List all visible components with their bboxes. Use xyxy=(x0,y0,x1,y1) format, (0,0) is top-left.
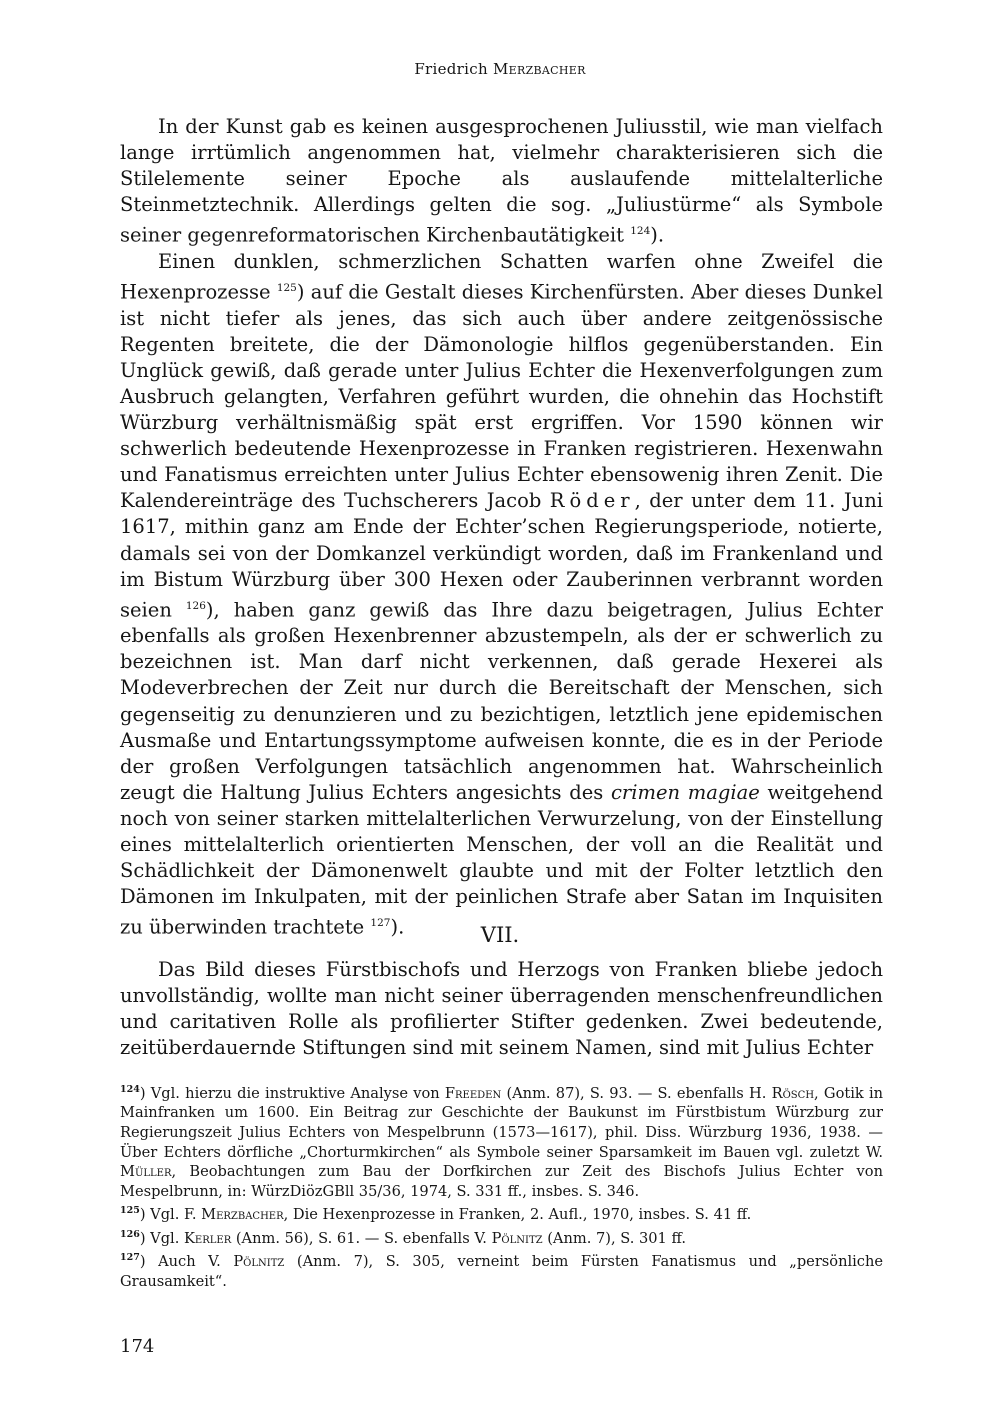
latin-term: crimen magiae xyxy=(611,780,760,804)
paragraph-1-end: ). xyxy=(650,223,665,247)
footnote-text: ) Vgl. F. xyxy=(139,1206,197,1224)
author-name: Merzbacher xyxy=(201,1206,284,1224)
footnote-text: ) Vgl. xyxy=(139,1229,180,1247)
paragraph-2 xyxy=(120,249,883,941)
footnote-text: , Gotik in Mainfranken um 1600. Ein Beitrag zur Geschichte der Baukunst im Fürstbistum Würzburg zur Regierungszeit Julius Echters von Mespelbrunn (1573—1617), phil. Diss. Würzburg 1936, 1938. — Über Echters dörfliche „Chorturmkirchen“ als Symbole seiner Sparsamkeit im Bauen vgl. zuletzt W. xyxy=(120,1084,884,1161)
footnote-124 xyxy=(120,1080,883,1201)
paragraph-2-text-d: ), haben ganz gewiß das Ihre dazu beigetragen, Julius Echter ebenfalls als großen Hexenbrenner abzustempeln, als der er schwerlich zu bezeichnen ist. Man darf nicht verkennen, daß gerade Hexerei als Modeverbrechen der Zeit nur durch die Bereitschaft der Menschen, sich gegenseitig zu denunzieren und zu bezichtigen, letztlich jene epidemischen Ausmaße und Entartungssymptome aufweisen konnte, die es in der Periode der großen Verfolgungen tatsächlich angenommen hat. Wahrscheinlich zeugt die Haltung Julius Echters angesichts des xyxy=(120,598,883,804)
section-heading: VII. xyxy=(480,923,520,947)
paragraph-2-text-b: ) auf die Gestalt dieses Kirchenfürsten. Aber dieses Dunkel ist nicht tiefer als jenes, das sich auch über andere zeitgenössische Regenten breitete, die der Dämonologie hilflos gegenüberstanden. Ein Unglück gewiß, daß gerade unter Julius Echter die Hexenverfolgungen zum Ausbruch gelangten, Verfahren geführt wurden, die ohnehin das Hochstift Würzburg verhältnismäßig spät erst ergriffen. Vor 1590 können wir schwerlich bedeutende Hexenprozesse in Franken registrieren. Hexenwahn und Fanatismus erreichten unter Julius Echter ebensowenig ihren Zenit. Die Kalendereinträge des Tuchscherers Jacob xyxy=(120,280,884,513)
footnote-number: 125 xyxy=(120,1205,140,1217)
author-name: Kerler xyxy=(184,1229,232,1247)
footnote-number: 127 xyxy=(120,1252,140,1264)
author-name: Rösch xyxy=(771,1084,815,1102)
footnote-text: (Anm. 87), S. 93. — S. ebenfalls H. xyxy=(506,1084,767,1102)
section-text xyxy=(120,957,883,1061)
paragraph-2-text-e: weitgehend noch von seiner starken mittelalterlichen Verwurzelung, von der Einstellung eines mittelalterlich orientierten Menschen, der voll an die Realität und Schädlichkeit der Dämonenwelt glaubte und mit der Folter letztlich den Dämonen im Inkulpaten, mit der peinlichen Strafe aber Satan im Inquisiten zu überwinden trachtete xyxy=(120,780,883,939)
paragraph-2-text-a: Einen dunklen, schmerzlichen Schatten warfen ohne Zweifel die Hexenprozesse xyxy=(120,249,883,304)
author-name: Pölnitz xyxy=(233,1253,285,1271)
footnote-text: (Anm. 7), S. 301 ff. xyxy=(547,1229,686,1247)
author-name: Pölnitz xyxy=(491,1229,543,1247)
main-text xyxy=(120,114,883,941)
paragraph-1 xyxy=(120,114,883,249)
footnote-text: , Die Hexenprozesse in Franken, 2. Aufl., 1970, insbes. S. 41 ff. xyxy=(283,1206,752,1224)
footnote-ref-127[interactable]: 127 xyxy=(370,917,391,930)
header-author-first: Friedrich xyxy=(414,60,488,78)
footnote-text: , Beobachtungen zum Bau der Dorfkirchen zur Zeit des Bischofs Julius Echter von Mespelbrunn, in: WürzDiözGBll 35/36, 1974, S. 331 ff., insbes. S. 346. xyxy=(120,1163,883,1200)
paragraph-2-text-c: , der unter dem 11. Juni 1617, mithin ganz am Ende der Echter’schen Regierungsperiode, notierte, damals sei von der Domkanzel verkündigt worden, daß im Frankenland und im Bistum Würzburg über 300 Hexen oder Zauberinnen verbrannt worden seien xyxy=(120,489,883,622)
footnote-ref-125[interactable]: 125 xyxy=(276,282,297,295)
footnote-text: (Anm. 56), S. 61. — S. ebenfalls V. xyxy=(235,1229,487,1247)
paragraph-1-text: In der Kunst gab es keinen ausgesprochenen Juliusstil, wie man vielfach lange irrtümlich angenommen hat, vielmehr charakterisieren sich die Stilelemente seiner Epoche als auslaufende mittelalterliche Steinmetztechnik. Allerdings gelten die sog. „Juliustürme“ als Symbole seiner gegenreformatorischen Kirchenbautätigkeit xyxy=(120,115,883,247)
author-name: Müller xyxy=(120,1163,172,1181)
paragraph-2-end: ). xyxy=(390,915,405,939)
header-author-last: Merzbacher xyxy=(493,60,586,78)
person-name-roeder: Röder xyxy=(549,489,635,513)
footnote-126 xyxy=(120,1225,883,1248)
footnote-text: ) Vgl. hierzu die instruktive Analyse von xyxy=(139,1084,440,1102)
running-header xyxy=(0,60,1000,78)
footnote-text: ) Auch V. xyxy=(139,1253,221,1271)
footnote-text: (Anm. 7), S. 305, verneint beim Fürsten Fanatismus und „persönliche Grausamkeit“. xyxy=(120,1253,884,1290)
footnotes xyxy=(120,1080,883,1291)
page-number: 174 xyxy=(120,1336,155,1357)
footnote-number: 124 xyxy=(120,1084,140,1095)
footnote-number: 126 xyxy=(120,1228,140,1240)
footnote-ref-126[interactable]: 126 xyxy=(185,599,206,612)
author-name: Freeden xyxy=(444,1084,502,1102)
footnote-ref-124[interactable]: 124 xyxy=(630,225,651,238)
footnote-125 xyxy=(120,1201,883,1224)
section-paragraph: Das Bild dieses Fürstbischofs und Herzogs von Franken bliebe jedoch unvollständig, wollte man nicht seiner überragenden menschenfreundlichen und caritativen Rolle als profilierter Stifter gedenken. Zwei bedeutende, zeitüberdauernde Stiftungen sind mit seinem Namen, sind mit Julius Echter xyxy=(120,958,883,1060)
footnote-127 xyxy=(120,1248,883,1291)
